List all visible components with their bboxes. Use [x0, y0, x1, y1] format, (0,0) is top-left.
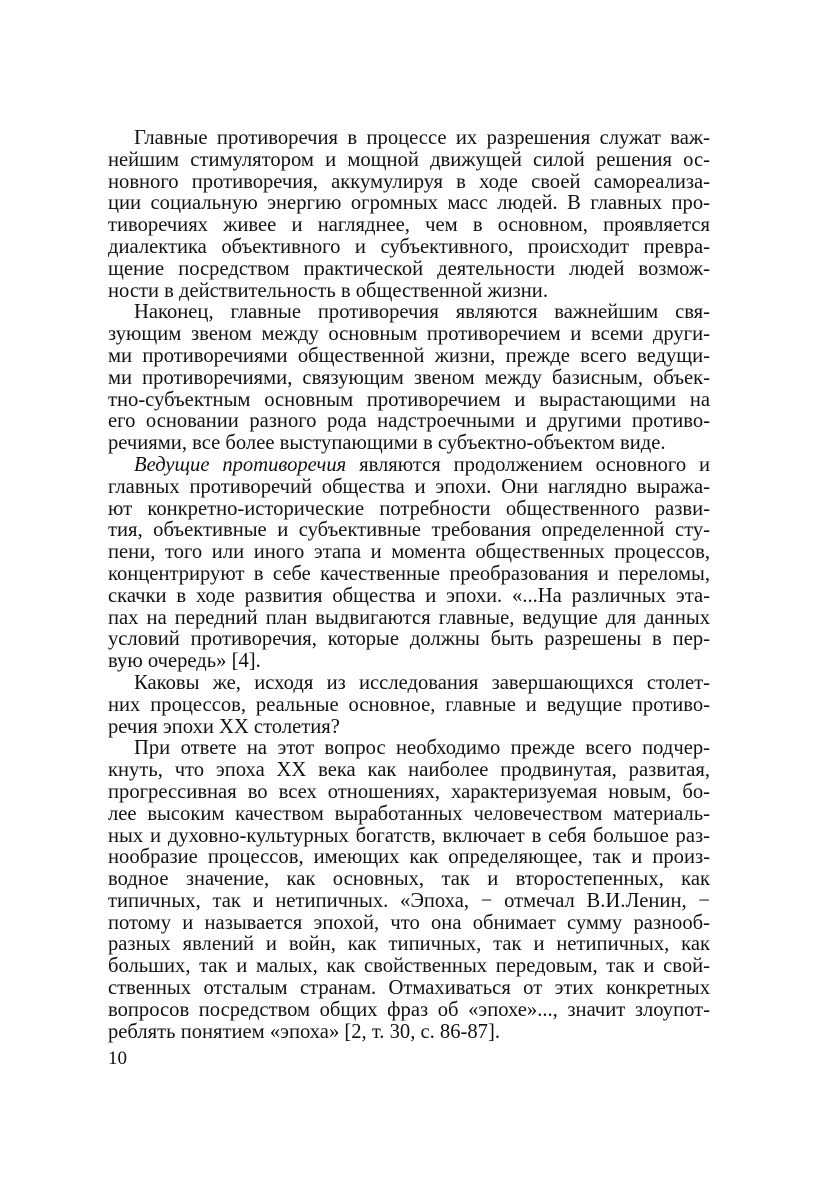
text-line: пах на передний план выдвигаются главные, ведущие для данных [108, 606, 710, 629]
text-line: разных явлений и войн, как типичных, так и нетипичных, как [108, 933, 710, 956]
text-line: главных противоречий общества и эпохи. Они наглядно выража- [108, 475, 710, 498]
text-line: реблять понятием «эпоха» [2, т. 30, с. 86-87]. [108, 1020, 500, 1043]
text-line: скачки в ходе развития общества и эпохи. «...На различных эта- [108, 584, 710, 607]
text-line: При ответе на этот вопрос необходимо прежде всего подчер- [134, 737, 710, 760]
text-line: концентрируют в себе качественные преобразования и переломы, [108, 562, 710, 585]
text-line: ми противоречиями, связующим звеном между базисным, объек- [108, 366, 710, 389]
text-line: тиворечиях живее и нагляднее, чем в основном, проявляется [108, 214, 710, 237]
text-line: тно-субъектным основным противоречием и вырастающими на [108, 388, 710, 411]
text-line: них процессов, реальные основное, главные и ведущие противо- [108, 693, 710, 716]
text-line: условий противоречия, которые должны быть разрешены в пер- [108, 628, 710, 651]
text-line: речия эпохи XX столетия? [108, 715, 340, 738]
text-line: пени, того или иного этапа и момента общественных процессов, [108, 541, 710, 564]
text-line: нейшим стимулятором и мощной движущей силой решения ос- [108, 148, 710, 171]
text-line: кнуть, что эпоха XX века как наиболее продвинутая, развитая, [108, 759, 710, 782]
paragraph-2 [108, 302, 710, 455]
page-body [108, 128, 710, 1043]
page-number: 10 [108, 1048, 127, 1069]
text-line: ции социальную энергию огромных масс людей. В главных про- [108, 192, 710, 215]
text-line: Главные противоречия в процессе их разрешения служат важ- [134, 127, 710, 149]
text-line: вую очередь» [4]. [108, 650, 261, 673]
text-line: Каковы же, исходя из исследования завершающихся столет- [134, 671, 710, 694]
text-line: речиями, все более выступающими в субъектно-объектом виде. [108, 432, 666, 455]
paragraph-5 [108, 738, 710, 1043]
text-line: потому и называется эпохой, что она обнимает сумму разнооб- [108, 911, 710, 934]
text-line: ственных отсталым странам. Отмахиваться от этих конкретных [108, 977, 710, 1000]
text-line: его основании разного рода надстроечными и другими противо- [108, 410, 710, 433]
text-line [108, 455, 710, 477]
text-line: вопросов посредством общих фраз об «эпохе»..., значит злоупот- [108, 998, 710, 1021]
text-line: зующим звеном между основным противоречием и всеми други- [108, 323, 710, 346]
italic-term: Ведущие противоречия [134, 453, 347, 476]
text-line: новного противоречия, аккумулируя в ходе своей самореализа- [108, 170, 710, 193]
text-line: щение посредством практической деятельности людей возмож- [108, 257, 710, 280]
text-line: Наконец, главные противоречия являются важнейшим свя- [134, 301, 710, 324]
text-line: ности в действительность в общественной жизни. [108, 279, 548, 302]
text-line: тия, объективные и субъективные требования определенной сту- [108, 519, 710, 542]
text-line: диалектика объективного и субъективного, происходит превра- [108, 235, 710, 258]
text-line: прогрессивная во всех отношениях, характеризуемая новым, бо- [108, 780, 710, 803]
text-line: ют конкретно-исторические потребности общественного разви- [108, 497, 710, 520]
text-fragment: являются продолжением основного и [346, 453, 711, 476]
text-line: больших, так и малых, как свойственных передовым, так и свой- [108, 955, 710, 978]
text-line: ных и духовно-культурных богатств, включает в себя большое раз- [108, 824, 710, 847]
paragraph-3 [108, 455, 710, 673]
paragraph-4 [108, 673, 710, 738]
text-line: нообразие процессов, имеющих как определяющее, так и произ- [108, 846, 710, 869]
text-line: типичных, так и нетипичных. «Эпоха, − отмечал В.И.Ленин, − [108, 889, 710, 912]
text-line: водное значение, как основных, так и второстепенных, как [108, 868, 710, 891]
text-line: ми противоречиями общественной жизни, прежде всего ведущи- [108, 344, 710, 367]
text-line: лее высоким качеством выработанных человечеством материаль- [108, 802, 710, 825]
paragraph-1 [108, 128, 710, 302]
